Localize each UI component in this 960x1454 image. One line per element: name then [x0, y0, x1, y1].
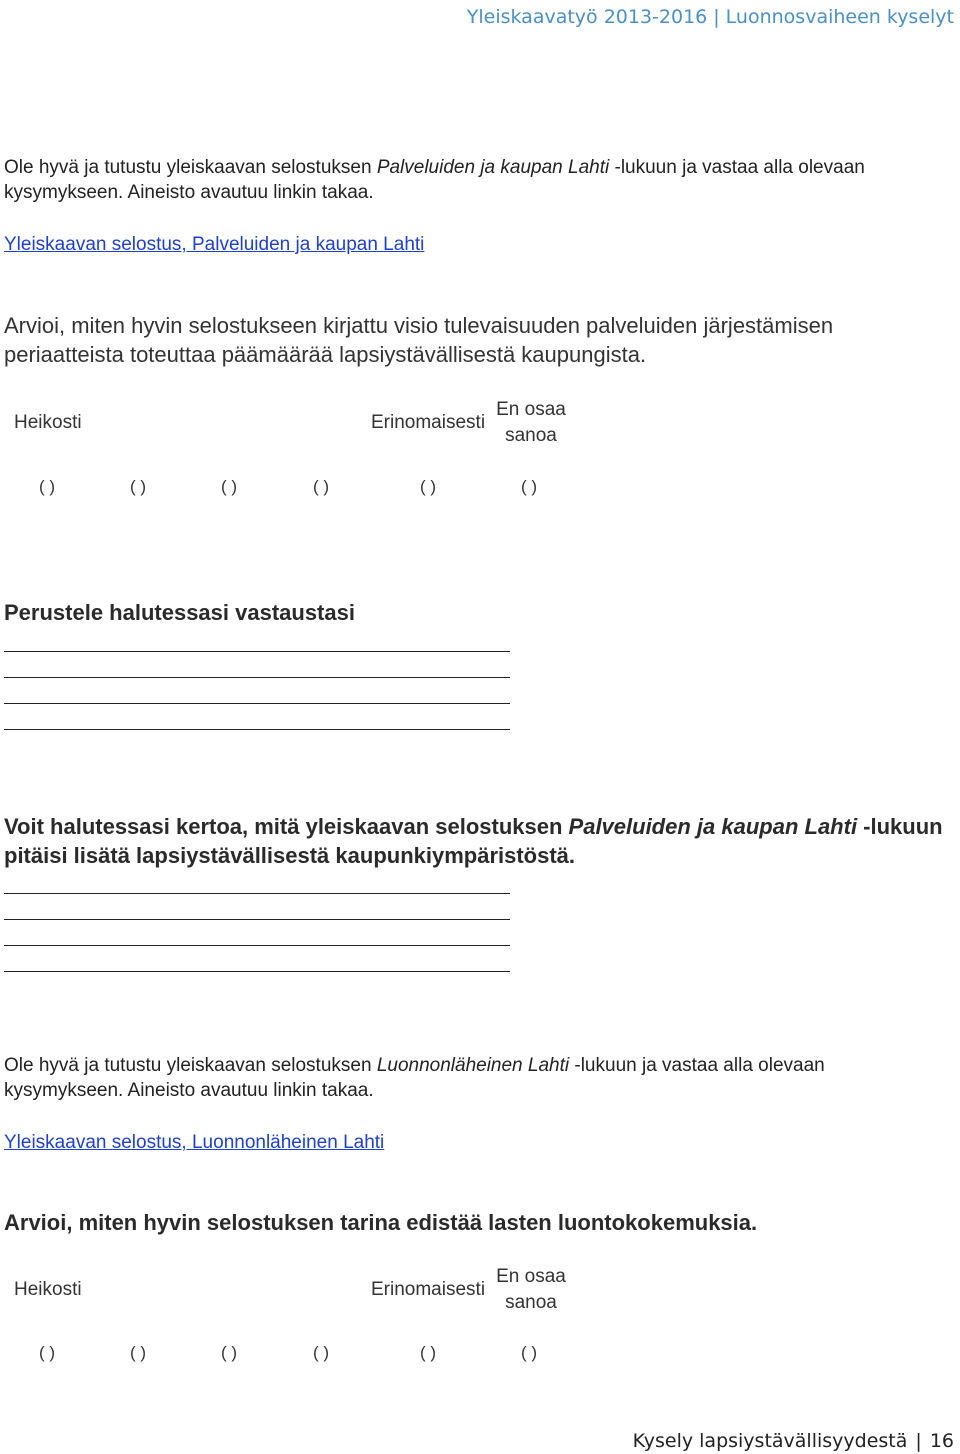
answer-line-6[interactable] — [4, 919, 510, 920]
part2-option-1[interactable]: ( ) — [39, 1343, 56, 1362]
answer-line-5[interactable] — [4, 893, 510, 894]
part1-additions-chapter: Palveluiden ja kaupan Lahti — [568, 814, 858, 839]
part1-scale-high-label: Erinomaisesti — [371, 412, 486, 433]
part2-option-3[interactable]: ( ) — [221, 1343, 238, 1362]
part1-scale-na-line1: En osaa — [496, 399, 566, 420]
footer-title: Kysely lapsiystävällisyydestä — [632, 1430, 908, 1452]
part2-intro-text-a: Ole hyvä ja tutustu yleiskaavan selostuksen — [4, 1055, 377, 1076]
answer-line-2[interactable] — [4, 677, 510, 678]
part1-intro-chapter: Palveluiden ja kaupan Lahti — [376, 157, 610, 178]
page-header — [467, 6, 954, 28]
part2-intro-chapter: Luonnonläheinen Lahti — [376, 1055, 570, 1076]
part2-scale-na-label — [486, 1264, 576, 1316]
part2-question: Arvioi, miten hyvin selostuksen tarina edistää lasten luontokokemuksia. — [4, 1210, 758, 1235]
part2-scale-na-line2: sanoa — [505, 1292, 557, 1313]
part2-document-link[interactable]: Yleiskaavan selostus, Luonnonläheinen Lahti — [4, 1132, 385, 1153]
part1-scale-na-line2: sanoa — [505, 425, 557, 446]
page-footer — [633, 1430, 954, 1452]
part2-option-na[interactable]: ( ) — [521, 1343, 538, 1362]
part1-question: Arvioi, miten hyvin selostukseen kirjattu visio tulevaisuuden palveluiden järjestämisen periaatteista toteuttaa päämäärää lapsiystävällisestä kaupungista. — [4, 313, 834, 367]
header-section: Luonnosvaiheen kyselyt — [725, 6, 954, 28]
answer-line-4[interactable] — [4, 729, 510, 730]
part1-justify-label: Perustele halutessasi vastaustasi — [4, 600, 355, 625]
part1-additions-question — [4, 812, 944, 870]
part1-scale-low-label: Heikosti — [14, 412, 82, 433]
answer-line-7[interactable] — [4, 945, 510, 946]
part2-option-5[interactable]: ( ) — [420, 1343, 437, 1362]
part1-document-link[interactable]: Yleiskaavan selostus, Palveluiden ja kaupan Lahti — [4, 234, 425, 255]
part1-additions-text-b: -lukuun pitäisi lisätä lapsiystävällisestä kaupunkiympäristöstä. — [4, 814, 943, 868]
part2-scale-na-line1: En osaa — [496, 1266, 566, 1287]
part1-option-5[interactable]: ( ) — [420, 477, 437, 496]
part1-intro-text-b: -lukuun ja vastaa alla olevaan kysymykseen. Aineisto avautuu linkin takaa. — [4, 157, 865, 203]
part2-intro — [4, 1053, 934, 1103]
part2-scale-high-label: Erinomaisesti — [371, 1279, 486, 1300]
header-project: Yleiskaavatyö 2013-2016 — [466, 6, 708, 28]
part1-option-1[interactable]: ( ) — [39, 477, 56, 496]
answer-line-3[interactable] — [4, 703, 510, 704]
part1-scale-na-label — [486, 397, 576, 449]
part1-intro — [4, 155, 934, 205]
part1-option-3[interactable]: ( ) — [221, 477, 238, 496]
footer-separator: | — [915, 1430, 922, 1452]
part2-intro-text-b: -lukuun ja vastaa alla olevaan kysymykseen. Aineisto avautuu linkin takaa. — [4, 1055, 825, 1101]
part1-option-2[interactable]: ( ) — [130, 477, 147, 496]
part2-option-4[interactable]: ( ) — [313, 1343, 330, 1362]
part1-intro-text-a: Ole hyvä ja tutustu yleiskaavan selostuksen — [4, 157, 377, 178]
part1-additions-text-a: Voit halutessasi kertoa, mitä yleiskaavan selostuksen — [4, 814, 569, 839]
header-separator: | — [713, 6, 720, 28]
part1-option-na[interactable]: ( ) — [521, 477, 538, 496]
part1-option-4[interactable]: ( ) — [313, 477, 330, 496]
answer-line-8[interactable] — [4, 971, 510, 972]
answer-line-1[interactable] — [4, 651, 510, 652]
part2-scale-low-label: Heikosti — [14, 1279, 82, 1300]
part2-option-2[interactable]: ( ) — [130, 1343, 147, 1362]
page-number: 16 — [929, 1430, 954, 1452]
